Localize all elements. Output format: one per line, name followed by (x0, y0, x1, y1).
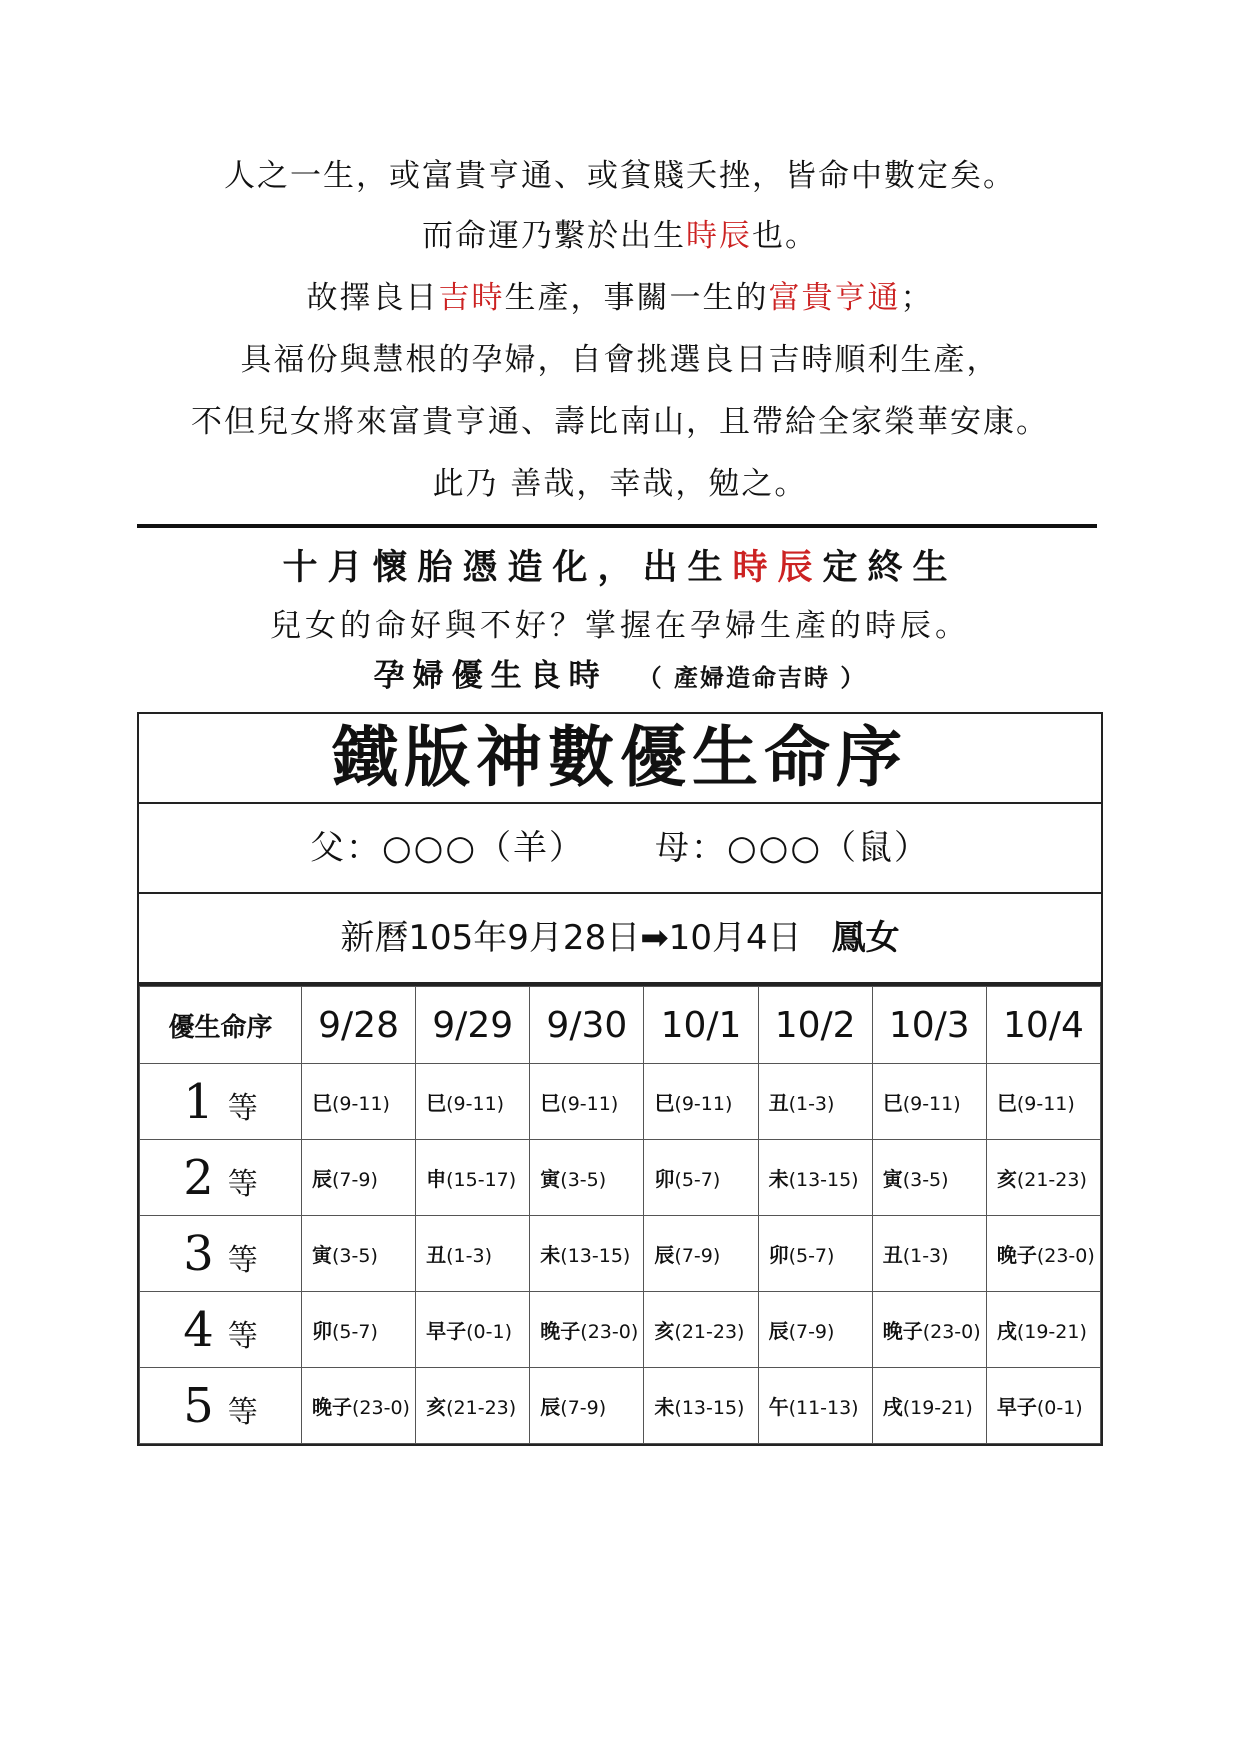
range-tag: 鳳女 (831, 918, 900, 958)
time-cell (530, 1140, 644, 1216)
date-header: 9/30 (530, 987, 644, 1064)
hour-branch: 寅 (312, 1243, 332, 1267)
date-header: 10/4 (986, 987, 1100, 1064)
hour-range: (3-5) (560, 1169, 607, 1191)
hour-range: (7-9) (560, 1397, 607, 1419)
time-cell (530, 1064, 644, 1140)
hour-range: (23-0) (352, 1397, 410, 1419)
rank-cell (140, 1140, 302, 1216)
hour-branch: 亥 (654, 1319, 675, 1343)
hour-branch: 晚子 (882, 1319, 923, 1343)
highlight-text: 吉時 (438, 280, 505, 316)
hour-range: (1-3) (446, 1245, 492, 1267)
hour-branch: 辰 (654, 1243, 675, 1267)
time-cell (644, 1216, 758, 1292)
time-cell (530, 1292, 644, 1368)
time-cell (416, 1064, 530, 1140)
hour-range: (1-3) (902, 1245, 949, 1267)
hour-branch: 辰 (768, 1319, 789, 1343)
hour-branch: 巳 (426, 1091, 447, 1115)
rank-number: 5 (183, 1377, 214, 1434)
hour-range: (5-7) (788, 1245, 835, 1267)
hour-range: (3-5) (902, 1169, 949, 1191)
date-header: 9/28 (302, 987, 416, 1064)
mother-field: 母：○○○（鼠） (655, 828, 931, 868)
date-header: 10/1 (644, 987, 758, 1064)
hour-branch: 卯 (654, 1167, 675, 1191)
hour-branch: 巳 (654, 1091, 675, 1115)
hour-branch: 戌 (996, 1319, 1017, 1343)
rank-cell (140, 1064, 302, 1140)
hour-branch: 巳 (996, 1091, 1017, 1115)
hour-range: (11-13) (788, 1397, 859, 1419)
time-cell (416, 1140, 530, 1216)
table-row (140, 1140, 1101, 1216)
hour-branch: 寅 (540, 1167, 561, 1191)
time-cell (872, 1292, 986, 1368)
hour-branch: 巳 (882, 1091, 903, 1115)
time-cell (986, 1064, 1100, 1140)
hour-branch: 早子 (996, 1395, 1037, 1419)
hour-branch: 未 (540, 1243, 561, 1267)
time-cell (758, 1064, 872, 1140)
hour-range: (13-15) (674, 1397, 745, 1419)
hour-branch: 丑 (426, 1243, 447, 1267)
hour-range: (23-0) (580, 1321, 639, 1343)
hour-range: (21-23) (1016, 1169, 1087, 1191)
hour-range: (5-7) (332, 1321, 378, 1343)
time-cell (758, 1140, 872, 1216)
slogan-line-2: 兒女的命好與不好？掌握在孕婦生產的時辰。 (270, 608, 970, 644)
time-cell (758, 1368, 872, 1444)
hour-range: (0-1) (1036, 1397, 1083, 1419)
hour-branch: 午 (768, 1395, 789, 1419)
time-cell (986, 1292, 1100, 1368)
time-cell (302, 1064, 416, 1140)
rank-number: 4 (183, 1301, 214, 1358)
rank-suffix: 等 (227, 1394, 258, 1430)
hour-branch: 卯 (312, 1319, 332, 1343)
hour-range: (13-15) (788, 1169, 859, 1191)
hour-range: (7-9) (674, 1245, 721, 1267)
rank-cell (140, 1292, 302, 1368)
rank-number: 1 (183, 1073, 214, 1130)
intro-line-1: 人之一生，或富貴亨通、或貧賤夭挫，皆命中數定矣。 (224, 158, 1016, 194)
time-cell (644, 1140, 758, 1216)
time-cell (872, 1216, 986, 1292)
hour-branch: 晚子 (540, 1319, 581, 1343)
parents-row (139, 804, 1101, 894)
highlight-text: 富貴亨通 (768, 280, 901, 316)
date-header: 10/3 (872, 987, 986, 1064)
hour-branch: 亥 (426, 1395, 447, 1419)
corner-header: 優生命序 (140, 987, 302, 1064)
rank-suffix: 等 (227, 1242, 258, 1278)
time-cell (872, 1368, 986, 1444)
hour-range: (9-11) (560, 1093, 619, 1115)
time-cell (758, 1216, 872, 1292)
rank-number: 2 (183, 1149, 214, 1206)
time-cell (986, 1216, 1100, 1292)
hour-branch: 早子 (426, 1319, 467, 1343)
hour-range: (9-11) (332, 1093, 390, 1115)
intro-line-4: 具福份與慧根的孕婦，自會挑選良日吉時順利生產， (240, 342, 1000, 378)
hour-branch: 卯 (768, 1243, 789, 1267)
time-cell (302, 1368, 416, 1444)
time-cell (644, 1064, 758, 1140)
father-field: 父：○○○（羊） (309, 828, 585, 868)
hour-branch: 申 (426, 1167, 447, 1191)
rank-cell (140, 1368, 302, 1444)
hour-range: (7-9) (332, 1169, 378, 1191)
date-range: 新曆105年9月28日➡10月4日 (340, 918, 802, 958)
date-header: 10/2 (758, 987, 872, 1064)
time-cell (416, 1216, 530, 1292)
hour-range: (15-17) (446, 1169, 517, 1191)
highlight-text: 時辰 (686, 218, 752, 254)
time-cell (986, 1368, 1100, 1444)
intro-line-3: 故擇良日吉時生產，事關一生的富貴亨通； (306, 280, 934, 316)
date-range-row (139, 894, 1101, 986)
hour-branch: 辰 (312, 1167, 332, 1191)
hour-branch: 丑 (882, 1243, 903, 1267)
time-cell (872, 1064, 986, 1140)
hour-range: (3-5) (332, 1245, 378, 1267)
date-header: 9/29 (416, 987, 530, 1064)
table-row (140, 1368, 1101, 1444)
hour-branch: 巳 (540, 1091, 561, 1115)
hour-branch: 辰 (540, 1395, 561, 1419)
slogan-subtitle: （ 產婦造命吉時 ） (637, 664, 867, 692)
time-cell (872, 1140, 986, 1216)
hour-range: (5-7) (674, 1169, 721, 1191)
hour-branch: 丑 (768, 1091, 789, 1115)
hour-branch: 晚子 (996, 1243, 1037, 1267)
time-cell (986, 1140, 1100, 1216)
rank-cell (140, 1216, 302, 1292)
time-cell (530, 1216, 644, 1292)
divider-rule (137, 524, 1097, 528)
hour-branch: 戌 (882, 1395, 903, 1419)
hour-range: (9-11) (446, 1093, 505, 1115)
rank-number: 3 (183, 1225, 214, 1282)
hour-range: (9-11) (674, 1093, 733, 1115)
rank-suffix: 等 (227, 1166, 258, 1202)
intro-line-2: 而命運乃繫於出生時辰也。 (422, 218, 818, 254)
time-cell (758, 1292, 872, 1368)
hour-range: (9-11) (1016, 1093, 1075, 1115)
rank-suffix: 等 (227, 1090, 258, 1126)
hour-branch: 巳 (312, 1091, 332, 1115)
hour-range: (21-23) (446, 1397, 517, 1419)
hour-branch: 未 (654, 1395, 675, 1419)
hour-range: (9-11) (902, 1093, 961, 1115)
hour-range: (7-9) (788, 1321, 835, 1343)
time-cell (416, 1368, 530, 1444)
time-cell (302, 1140, 416, 1216)
hour-range: (19-21) (1016, 1321, 1087, 1343)
time-cell (416, 1292, 530, 1368)
rank-suffix: 等 (227, 1318, 258, 1354)
time-cell (302, 1216, 416, 1292)
time-cell (530, 1368, 644, 1444)
hour-range: (13-15) (560, 1245, 631, 1267)
table-header-row (140, 987, 1101, 1064)
time-cell (644, 1368, 758, 1444)
ranking-table (139, 986, 1101, 1444)
hour-branch: 晚子 (312, 1395, 352, 1419)
hour-branch: 未 (768, 1167, 789, 1191)
intro-line-5: 不但兒女將來富貴亨通、壽比南山，且帶給全家榮華安康。 (191, 404, 1049, 440)
table-row (140, 1216, 1101, 1292)
hour-branch: 寅 (882, 1167, 903, 1191)
hour-range: (19-21) (902, 1397, 973, 1419)
highlight-text: 時辰 (732, 548, 823, 588)
hour-range: (21-23) (674, 1321, 745, 1343)
slogan-line-1: 十月懷胎憑造化，出生時辰定終生 (282, 548, 958, 588)
intro-line-6: 此乃 善哉，幸哉，勉之。 (432, 466, 808, 502)
table-row (140, 1292, 1101, 1368)
hour-range: (23-0) (1036, 1245, 1095, 1267)
slogan-line-3: 孕婦優生良時 （ 產婦造命吉時 ） (373, 658, 867, 694)
time-cell (302, 1292, 416, 1368)
hour-range: (0-1) (466, 1321, 512, 1343)
table-row (140, 1064, 1101, 1140)
ranking-box (137, 712, 1103, 1446)
box-title: 鐵版神數優生命序 (139, 714, 1101, 804)
time-cell (644, 1292, 758, 1368)
hour-range: (23-0) (922, 1321, 981, 1343)
hour-range: (1-3) (788, 1093, 835, 1115)
hour-branch: 亥 (996, 1167, 1017, 1191)
